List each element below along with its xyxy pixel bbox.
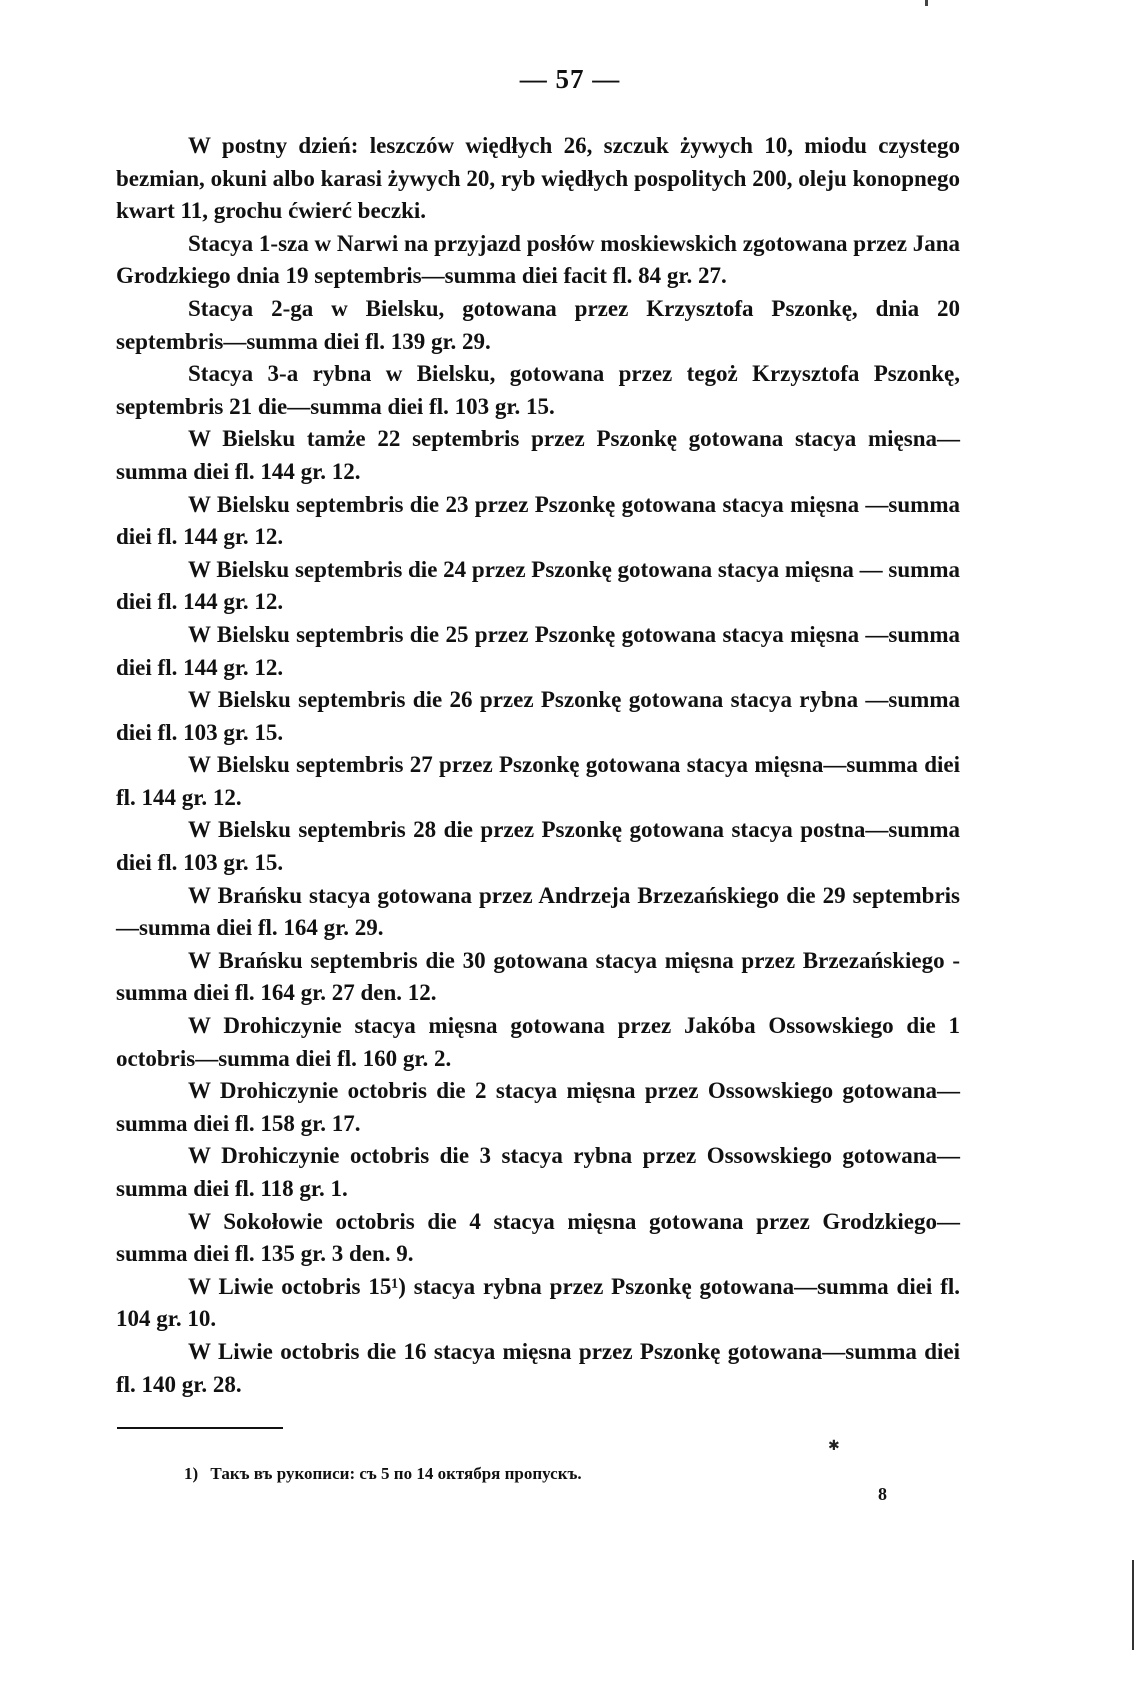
paragraph: W Brańsku stacya gotowana przez Andrzeja Brzezańskiego die 29 septembris—summa diei fl. 164 gr. 29.	[116, 882, 960, 941]
page-number: — 57 —	[519, 64, 621, 94]
margin-mark-icon: ✱	[828, 1438, 840, 1454]
footnote-rule	[117, 1427, 283, 1429]
scan-edge-line	[1132, 1560, 1134, 1650]
paragraph: W Liwie octobris die 16 stacya mięsna przez Pszonkę gotowana—summa diei fl. 140 gr. 28.	[116, 1338, 960, 1397]
paragraph: W Bielsku septembris 28 die przez Pszonkę gotowana stacya postna—summa diei fl. 103 gr. 15.	[116, 817, 960, 876]
paragraph: W Drohiczynie stacya mięsna gotowana przez Jakóba Ossowskiego die 1 octobris—summa diei fl. 160 gr. 2.	[116, 1013, 960, 1071]
footnote	[184, 1462, 884, 1486]
paragraph: W Drohiczynie octobris die 2 stacya mięsna przez Ossowskiego gotowana—summa diei fl. 158 gr. 17.	[116, 1078, 960, 1136]
footnote-text: Такъ въ рукописи: съ 5 по 14 октября пропускъ.	[210, 1464, 582, 1483]
paragraph: W Bielsku septembris die 26 przez Pszonkę gotowana stacya rybna —summa diei fl. 103 gr. 15.	[116, 687, 960, 745]
footnote-mark: 1)	[184, 1464, 199, 1483]
paragraph: W postny dzień: leszczów więdłych 26, szczuk żywych 10, miodu czystego bezmian, okuni albo karasi żywych 20, ryb więdłych pospolitych 200, oleju konopnego kwart 11, grochu ćwierć beczki.	[116, 133, 960, 224]
paragraph: W Bielsku tamże 22 septembris przez Pszonkę gotowana stacya mięsna—summa diei fl. 144 gr. 12.	[116, 426, 960, 484]
paragraph: W Brańsku septembris die 30 gotowana stacya mięsna przez Brzezańskiego - summa diei fl. 164 gr. 27 den. 12.	[116, 947, 960, 1006]
paragraph: W Bielsku septembris die 25 przez Pszonkę gotowana stacya mięsna —summa diei fl. 144 gr. 12.	[116, 621, 960, 680]
paragraph: W Bielsku septembris 27 przez Pszonkę gotowana stacya mięsna—summa diei fl. 144 gr. 12.	[116, 752, 960, 810]
paragraph: W Drohiczynie octobris die 3 stacya rybna przez Ossowskiego gotowana—summa diei fl. 118 gr. 1.	[116, 1143, 960, 1201]
paragraph: W Sokołowie octobris die 4 stacya mięsna gotowana przez Grodzkiego—summa diei fl. 135 gr. 3 den. 9.	[116, 1208, 960, 1267]
main-text	[116, 130, 960, 1401]
paragraph: W Bielsku septembris die 24 przez Pszonkę gotowana stacya mięsna — summa diei fl. 144 gr. 12.	[116, 556, 960, 615]
paragraph: Stacya 1-sza w Narwi na przyjazd posłów moskiewskich zgotowana przez Jana Grodzkiego dnia 19 septembris—summa diei facit fl. 84 gr. 27.	[116, 230, 960, 289]
paragraph: Stacya 3-a rybna w Bielsku, gotowana przez tegoż Krzysztofa Pszonkę, septembris 21 die—summa diei fl. 103 gr. 15.	[116, 361, 960, 419]
paragraph: Stacya 2-ga w Bielsku, gotowana przez Krzysztofa Pszonkę, dnia 20 septembris—summa diei fl. 139 gr. 29.	[116, 295, 960, 354]
signature-mark: 8	[878, 1484, 887, 1504]
scan-speck	[925, 0, 928, 6]
paragraph: W Bielsku septembris die 23 przez Pszonkę gotowana stacya mięsna —summa diei fl. 144 gr. 12.	[116, 491, 960, 550]
paragraph: W Liwie octobris 15¹) stacya rybna przez Pszonkę gotowana—summa diei fl. 104 gr. 10.	[116, 1273, 960, 1332]
